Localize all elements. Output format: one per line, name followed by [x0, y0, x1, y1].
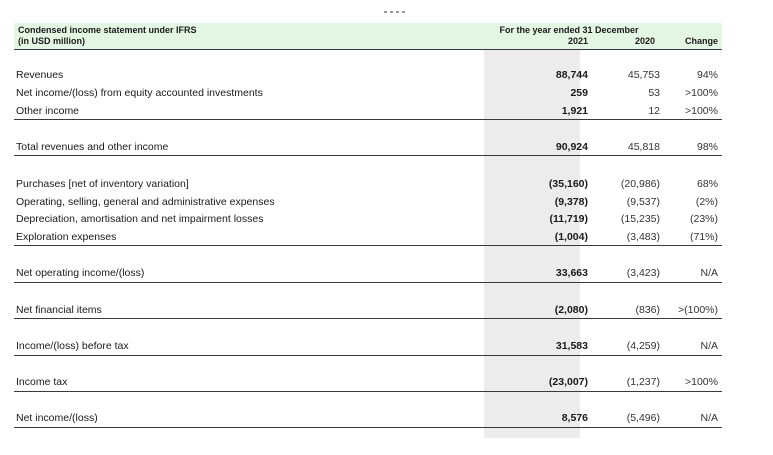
value-change: N/A	[700, 412, 718, 424]
row-label: Depreciation, amortisation and net impairment losses	[16, 213, 264, 225]
value-2020: 45,753	[627, 69, 660, 81]
value-2021: (1,004)	[554, 231, 588, 243]
row-label: Income/(loss) before tax	[16, 340, 129, 352]
table-row	[14, 211, 722, 229]
table-title	[18, 25, 197, 47]
value-2021: (2,080)	[554, 304, 588, 316]
change-heading: Change	[684, 36, 718, 46]
row-label: Net operating income/(loss)	[16, 267, 145, 279]
value-change: N/A	[700, 267, 718, 279]
value-2021: (9,378)	[554, 196, 588, 208]
row-label: Revenues	[16, 69, 64, 81]
value-2020: (3,483)	[626, 231, 660, 243]
row-label: Total revenues and other income	[16, 141, 169, 153]
value-2020: 45,818	[627, 141, 660, 153]
value-2021: 88,744	[555, 69, 588, 81]
value-2021: 33,663	[555, 267, 588, 279]
value-change: N/A	[700, 340, 718, 352]
value-change: (2%)	[695, 196, 718, 208]
value-2021: 1,921	[561, 105, 588, 117]
table-row	[14, 176, 722, 194]
table-row	[14, 265, 722, 283]
table-header	[14, 23, 722, 50]
table-title-line2: (in USD million)	[18, 36, 85, 46]
table-row	[14, 85, 722, 103]
table-row	[14, 67, 722, 85]
row-divider	[14, 355, 722, 356]
row-label: Net income/(loss)	[16, 412, 98, 424]
value-2020: (1,237)	[626, 376, 660, 388]
row-label: Operating, selling, general and administrative expenses	[16, 196, 275, 208]
value-2020: (20,986)	[620, 178, 660, 190]
value-2020: 53	[648, 87, 660, 99]
row-divider	[14, 282, 722, 283]
value-change: 68%	[696, 178, 718, 190]
row-divider	[14, 245, 722, 246]
row-label: Exploration expenses	[16, 231, 117, 243]
row-divider	[14, 391, 722, 392]
table-row	[14, 410, 722, 428]
value-change: >100%	[685, 105, 718, 117]
value-2021: 90,924	[555, 141, 588, 153]
value-change: >(100%)	[678, 304, 718, 316]
value-2020: (9,537)	[626, 196, 660, 208]
year-2021-heading: 2021	[567, 36, 588, 46]
row-divider	[14, 318, 722, 319]
value-change: (23%)	[689, 213, 718, 225]
period-heading: For the year ended 31 December	[499, 25, 639, 35]
value-change: 98%	[696, 141, 718, 153]
row-label: Purchases [net of inventory variation]	[16, 178, 189, 190]
page-number-mark	[384, 0, 424, 4]
value-2020: 12	[648, 105, 660, 117]
value-2021: 31,583	[555, 340, 588, 352]
value-2021: 259	[570, 87, 588, 99]
year-2020-heading: 2020	[634, 36, 655, 46]
value-change: (71%)	[689, 231, 718, 243]
row-label: Income tax	[16, 376, 68, 388]
table-row	[14, 338, 722, 356]
row-divider	[14, 427, 722, 428]
value-2021: (11,719)	[549, 213, 588, 225]
row-label: Net financial items	[16, 304, 102, 316]
value-2020: (4,259)	[626, 340, 660, 352]
value-change: >100%	[685, 87, 718, 99]
table-row	[14, 374, 722, 392]
value-2020: (5,496)	[626, 412, 660, 424]
row-divider	[14, 119, 722, 120]
row-label: Net income/(loss) from equity accounted investments	[16, 87, 263, 99]
table-title-line1: Condensed income statement under IFRS	[18, 25, 197, 35]
value-2021: (23,007)	[548, 376, 588, 388]
table-row	[14, 194, 722, 212]
value-change: 94%	[696, 69, 718, 81]
row-divider	[14, 155, 722, 156]
value-2021: (35,160)	[548, 178, 588, 190]
value-2021: 8,576	[561, 412, 588, 424]
value-2020: (3,423)	[626, 267, 660, 279]
value-2020: (15,235)	[620, 213, 660, 225]
value-2020: (836)	[635, 304, 660, 316]
row-label: Other income	[16, 105, 80, 117]
value-change: >100%	[685, 376, 718, 388]
